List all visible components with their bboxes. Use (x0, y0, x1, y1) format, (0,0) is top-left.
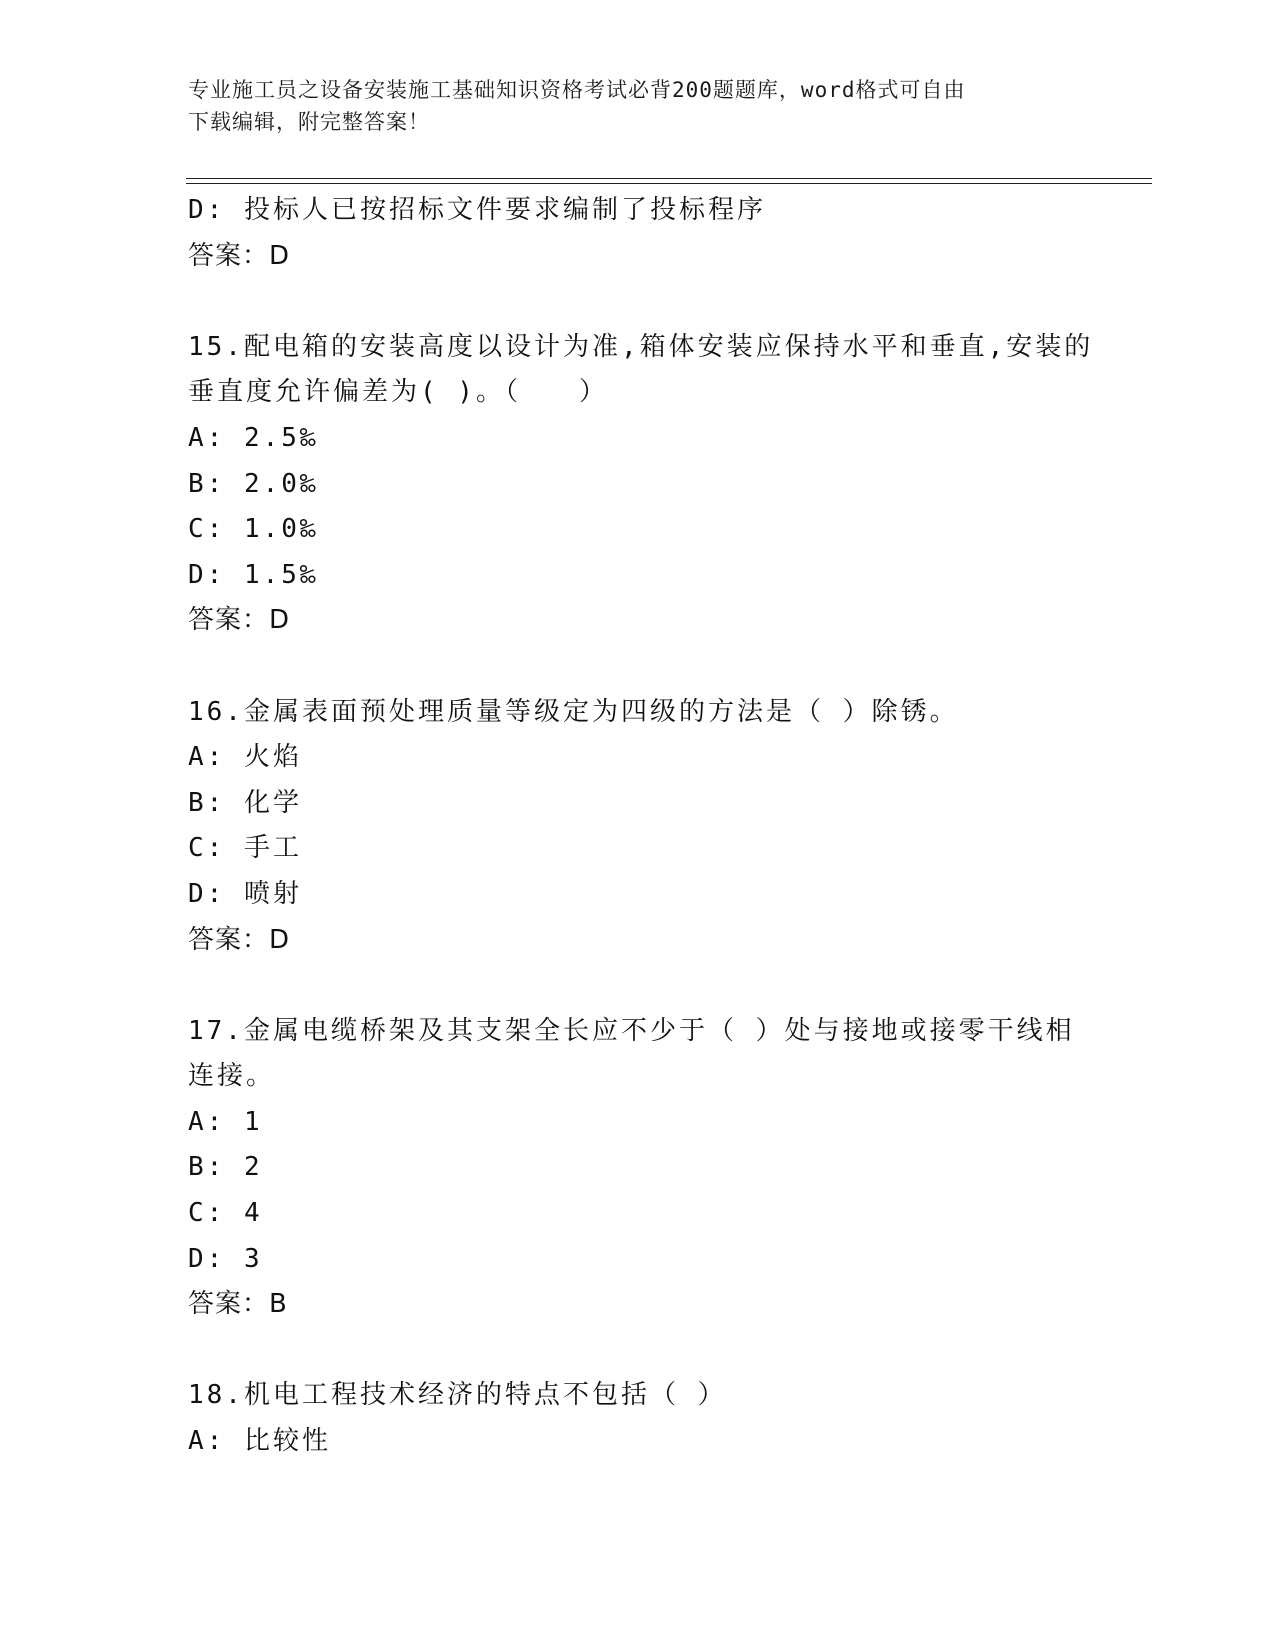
question-block-18 (188, 1373, 1088, 1464)
header-title-line-1: 专业施工员之设备安装施工基础知识资格考试必背200题题库，word格式可自由 (188, 78, 966, 102)
header-title-line-2: 下载编辑，附完整答案！ (188, 110, 430, 134)
question-list (188, 188, 1094, 1465)
option-a: A: 2.5‰ (188, 422, 319, 453)
question-block-15 (188, 325, 1094, 644)
header-divider-top (186, 178, 1152, 179)
spacer (188, 963, 1088, 1009)
header-divider-bottom (186, 183, 1152, 184)
option-d: D: 3 (188, 1243, 263, 1274)
option-d: D: 投标人已按招标文件要求编制了投标程序 (188, 195, 766, 225)
question-block-17 (188, 1009, 1088, 1328)
option-b: B: 2.0‰ (188, 468, 319, 499)
option-b: B: 化学 (188, 787, 302, 818)
option-c: C: 1.0‰ (188, 514, 319, 545)
spacer (188, 279, 1088, 325)
question-stem-line-1: 17.金属电缆桥架及其支架全长应不少于（ ）处与接地或接零干线相 (188, 1015, 1075, 1046)
option-c: C: 4 (188, 1198, 263, 1229)
document-header (188, 74, 1068, 138)
answer-label: 答案：D (188, 924, 291, 955)
option-d: D: 喷射 (188, 878, 302, 909)
option-d: D: 1.5‰ (188, 559, 319, 590)
answer-label: 答案：D (188, 605, 291, 636)
option-c: C: 手工 (188, 833, 302, 864)
question-stem-line-2: 垂直度允许偏差为( )。（ ） (188, 377, 608, 408)
answer-label: 答案：B (188, 1289, 288, 1320)
spacer (188, 644, 1088, 690)
question-block-16 (188, 690, 1088, 964)
question-stem-line-1: 18.机电工程技术经济的特点不包括（ ） (188, 1380, 727, 1411)
option-a: A: 比较性 (188, 1426, 331, 1457)
option-b: B: 2 (188, 1152, 263, 1183)
spacer (188, 1328, 1088, 1374)
option-a: A: 火焰 (188, 742, 302, 773)
option-a: A: 1 (188, 1106, 263, 1137)
question-stem-line-1: 16.金属表面预处理质量等级定为四级的方法是（ ）除锈。 (188, 696, 959, 727)
question-block-14 (188, 188, 1088, 279)
question-stem-line-1: 15.配电箱的安装高度以设计为准,箱体安装应保持水平和垂直,安装的 (188, 331, 1094, 362)
question-stem-line-2: 连接。 (188, 1061, 276, 1092)
answer-label: 答案：D (188, 240, 291, 271)
